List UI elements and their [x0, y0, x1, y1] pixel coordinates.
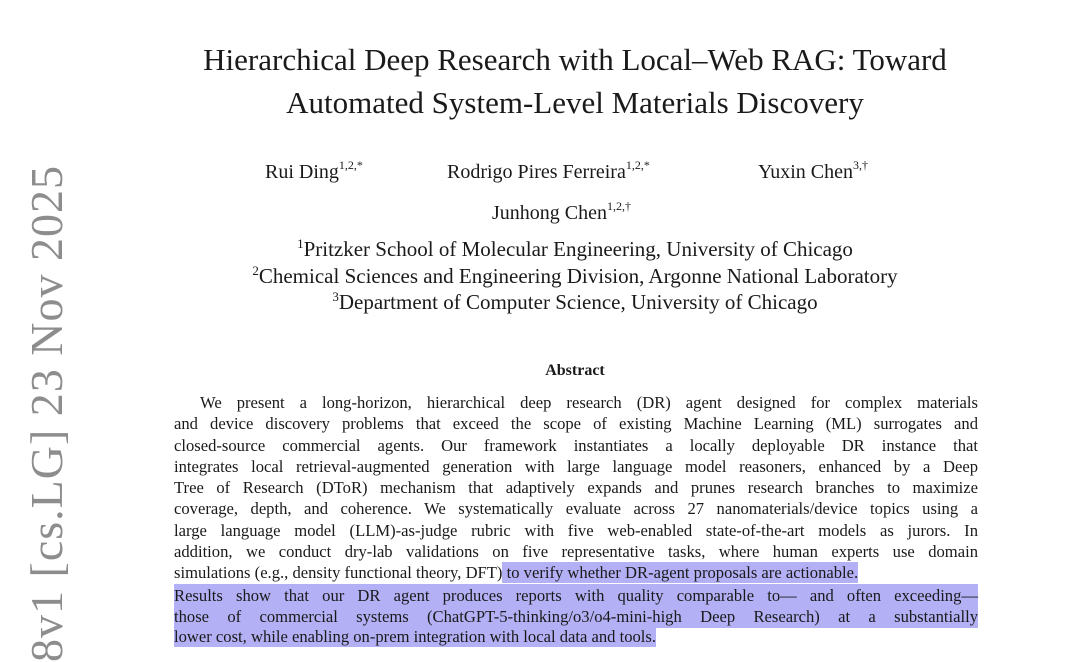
abstract-line: Tree of Research (DToR) mechanism that adaptively expands and prunes research branches to maximize — [174, 478, 978, 498]
arxiv-stamp-text: 8v1 [cs.LG] 23 Nov 2025 — [21, 165, 72, 662]
author-3 — [758, 158, 868, 184]
affiliation-2 — [150, 263, 1000, 289]
author-affiliation-marks: 3,† — [853, 158, 868, 172]
affiliation-number: 3 — [332, 289, 339, 304]
author-1 — [265, 158, 363, 184]
abstract-line — [174, 562, 978, 583]
title-line-2: Automated System-Level Materials Discovery — [286, 85, 864, 120]
author-name: Yuxin Chen — [758, 161, 853, 183]
author-name: Rodrigo Pires Ferreira — [447, 161, 626, 183]
abstract-line: and device discovery problems that exceed the scope of existing Machine Learning (ML) surrogates and — [174, 414, 978, 434]
abstract-plain-text: simulations (e.g., density functional theory, DFT) — [174, 563, 503, 583]
affiliation-3 — [150, 289, 1000, 315]
abstract-line: integrates local retrieval-augmented generation with large language model reasoners, enhanced by a Deep — [174, 456, 978, 476]
abstract-line: We present a long-horizon, hierarchical deep research (DR) agent designed for complex materials — [200, 393, 978, 412]
affiliation-text: Chemical Sciences and Engineering Division, Argonne National Laboratory — [258, 264, 898, 288]
paper-title — [150, 38, 1000, 124]
affiliation-text: Department of Computer Science, University of Chicago — [338, 290, 818, 314]
author-affiliation-marks: 1,2,* — [338, 158, 363, 172]
author-affiliation-marks: 1,2,† — [607, 199, 631, 213]
author-name: Junhong Chen — [492, 202, 607, 224]
affiliation-number: 2 — [252, 263, 259, 278]
author-affiliation-marks: 1,2,* — [625, 158, 650, 172]
author-4 — [492, 199, 631, 225]
abstract-line: closed-source commercial agents. Our framework instantiates a locally deployable DR instance that — [174, 435, 978, 455]
author-name: Rui Ding — [265, 161, 339, 183]
abstract-heading: Abstract — [545, 362, 605, 379]
author-2 — [447, 158, 650, 184]
affiliation-1 — [150, 236, 1000, 262]
affiliation-text: Pritzker School of Molecular Engineering, University of Chicago — [303, 237, 853, 261]
abstract-line: addition, we conduct dry-lab validations on five representative tasks, where human experts use domain — [174, 542, 978, 562]
abstract-line: coverage, depth, and coherence. We systematically evaluate across 27 nanomaterials/device topics using a — [174, 499, 978, 519]
abstract-line — [174, 584, 978, 605]
abstract-line — [174, 626, 978, 647]
text-selection-highlight[interactable]: to verify whether DR-agent proposals are actionable. — [502, 563, 859, 583]
title-line-1: Hierarchical Deep Research with Local–Web RAG: Toward — [203, 42, 947, 77]
abstract-line: large language model (LLM)-as-judge rubric with five web-enabled state-of-the-art models as jurors. In — [174, 520, 978, 540]
text-selection-highlight[interactable]: lower cost, while enabling on-prem integration with local data and tools. — [174, 627, 657, 647]
text-selection-highlight[interactable]: Results show that our DR agent produces reports with quality comparable to— and often exceeding— — [174, 584, 978, 607]
abstract-text — [174, 392, 978, 648]
text-selection-highlight[interactable]: those of commercial systems (ChatGPT-5-thinking/o3/o4-mini-high Deep Research) at a substantially — [174, 605, 978, 628]
affiliation-number: 1 — [297, 236, 304, 251]
abstract-line — [174, 605, 978, 626]
arxiv-identifier-stamp — [13, 0, 73, 662]
